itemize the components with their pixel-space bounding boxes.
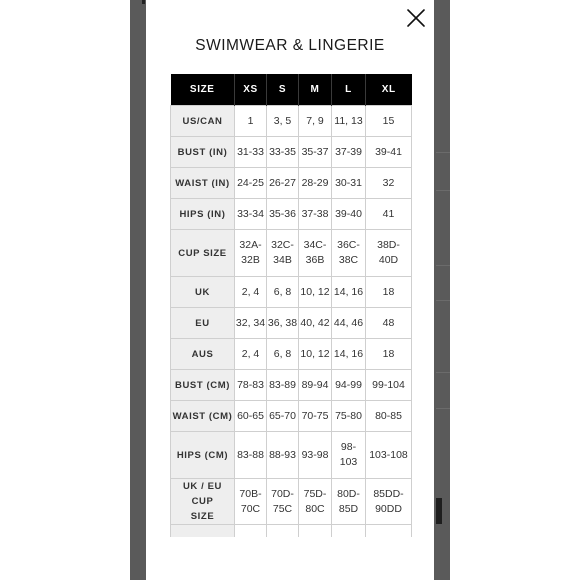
table-cell: 36C- 38C — [332, 230, 366, 277]
table-cell: 32C- 34B — [267, 230, 299, 277]
table-cell: 31-33 — [235, 137, 267, 168]
table-cell: 2, 4 — [235, 277, 267, 308]
table-cell: 24-25 — [235, 168, 267, 199]
table-cell: 3, 5 — [267, 106, 299, 137]
table-cell: 98- 103 — [332, 432, 366, 479]
table-cell — [366, 525, 412, 538]
table-cell: 33-35 — [267, 137, 299, 168]
column-header: S — [267, 74, 299, 106]
row-label: CUP SIZE — [171, 230, 235, 277]
table-cell — [299, 525, 332, 538]
table-cell: 83-89 — [267, 370, 299, 401]
table-cell — [267, 525, 299, 538]
table-cell: 37-39 — [332, 137, 366, 168]
table-row — [171, 308, 412, 339]
table-cell: 103-108 — [366, 432, 412, 479]
column-header: XL — [366, 74, 412, 106]
row-label: HIPS (IN) — [171, 199, 235, 230]
row-label: EU — [171, 308, 235, 339]
row-label: UK — [171, 277, 235, 308]
table-cell: 80-85 — [366, 401, 412, 432]
table-cell: 7, 9 — [299, 106, 332, 137]
table-cell: 28-29 — [299, 168, 332, 199]
table-cell — [332, 525, 366, 538]
row-label: HIPS (CM) — [171, 432, 235, 479]
table-cell: 38D- 40D — [366, 230, 412, 277]
table-cell: 36, 38 — [267, 308, 299, 339]
backdrop-edge-chip — [436, 498, 442, 524]
row-label: WAIST (CM) — [171, 401, 235, 432]
table-cell: 2, 4 — [235, 339, 267, 370]
row-label: UK / EU CUP SIZE — [171, 479, 235, 525]
table-row — [171, 479, 412, 525]
table-cell: 14, 16 — [332, 277, 366, 308]
table-row — [171, 230, 412, 277]
table-cell: 35-36 — [267, 199, 299, 230]
size-chart-modal — [146, 0, 434, 580]
table-cell: 32, 34 — [235, 308, 267, 339]
table-row — [171, 432, 412, 479]
row-label — [171, 525, 235, 538]
row-label: WAIST (IN) — [171, 168, 235, 199]
table-row — [171, 370, 412, 401]
table-row — [171, 401, 412, 432]
table-cell: 80D- 85D — [332, 479, 366, 525]
size-table — [170, 74, 412, 537]
table-cell: 30-31 — [332, 168, 366, 199]
table-cell: 14, 16 — [332, 339, 366, 370]
backdrop-edge-line — [436, 372, 450, 373]
close-x-icon — [404, 6, 428, 30]
modal-title: SWIMWEAR & LINGERIE — [195, 37, 385, 54]
row-label: US/CAN — [171, 106, 235, 137]
table-cell: 83-88 — [235, 432, 267, 479]
table-cell: 65-70 — [267, 401, 299, 432]
table-cell: 32A- 32B — [235, 230, 267, 277]
table-cell: 15 — [366, 106, 412, 137]
table-cell: 70B- 70C — [235, 479, 267, 525]
table-cell: 10, 12 — [299, 277, 332, 308]
column-header: XS — [235, 74, 267, 106]
table-cell: 85DD- 90DD — [366, 479, 412, 525]
table-cell: 39-40 — [332, 199, 366, 230]
table-cell: 35-37 — [299, 137, 332, 168]
table-cell: 18 — [366, 339, 412, 370]
table-row — [171, 106, 412, 137]
table-cell: 99-104 — [366, 370, 412, 401]
row-label: BUST (CM) — [171, 370, 235, 401]
column-header: M — [299, 74, 332, 106]
backdrop-edge-line — [436, 408, 450, 409]
table-cell: 18 — [366, 277, 412, 308]
table-cell: 48 — [366, 308, 412, 339]
table-row — [171, 199, 412, 230]
backdrop-edge-line — [436, 152, 450, 153]
table-cell: 88-93 — [267, 432, 299, 479]
table-cell — [235, 525, 267, 538]
table-row — [171, 525, 412, 538]
table-cell: 75-80 — [332, 401, 366, 432]
row-label: AUS — [171, 339, 235, 370]
table-cell: 94-99 — [332, 370, 366, 401]
table-cell: 44, 46 — [332, 308, 366, 339]
table-cell: 10, 12 — [299, 339, 332, 370]
table-cell: 70-75 — [299, 401, 332, 432]
table-row — [171, 277, 412, 308]
table-cell: 41 — [366, 199, 412, 230]
table-cell: 60-65 — [235, 401, 267, 432]
table-cell: 6, 8 — [267, 277, 299, 308]
backdrop-edge-line — [436, 300, 450, 301]
row-label: BUST (IN) — [171, 137, 235, 168]
backdrop-edge-line — [436, 265, 450, 266]
size-table-container[interactable] — [170, 74, 412, 537]
close-button[interactable] — [404, 6, 428, 30]
column-header: SIZE — [171, 74, 235, 106]
table-cell: 40, 42 — [299, 308, 332, 339]
table-cell: 33-34 — [235, 199, 267, 230]
table-cell: 11, 13 — [332, 106, 366, 137]
table-cell: 75D- 80C — [299, 479, 332, 525]
table-row — [171, 137, 412, 168]
backdrop-edge-line — [436, 190, 450, 191]
table-cell: 78-83 — [235, 370, 267, 401]
table-cell: 6, 8 — [267, 339, 299, 370]
table-cell: 37-38 — [299, 199, 332, 230]
table-cell: 32 — [366, 168, 412, 199]
table-cell: 93-98 — [299, 432, 332, 479]
column-header: L — [332, 74, 366, 106]
table-row — [171, 168, 412, 199]
table-cell: 1 — [235, 106, 267, 137]
table-cell: 89-94 — [299, 370, 332, 401]
table-cell: 39-41 — [366, 137, 412, 168]
table-header-row — [171, 74, 412, 106]
backdrop-edge-mark — [142, 0, 145, 4]
table-cell: 34C- 36B — [299, 230, 332, 277]
table-cell: 26-27 — [267, 168, 299, 199]
table-cell: 70D- 75C — [267, 479, 299, 525]
table-row — [171, 339, 412, 370]
